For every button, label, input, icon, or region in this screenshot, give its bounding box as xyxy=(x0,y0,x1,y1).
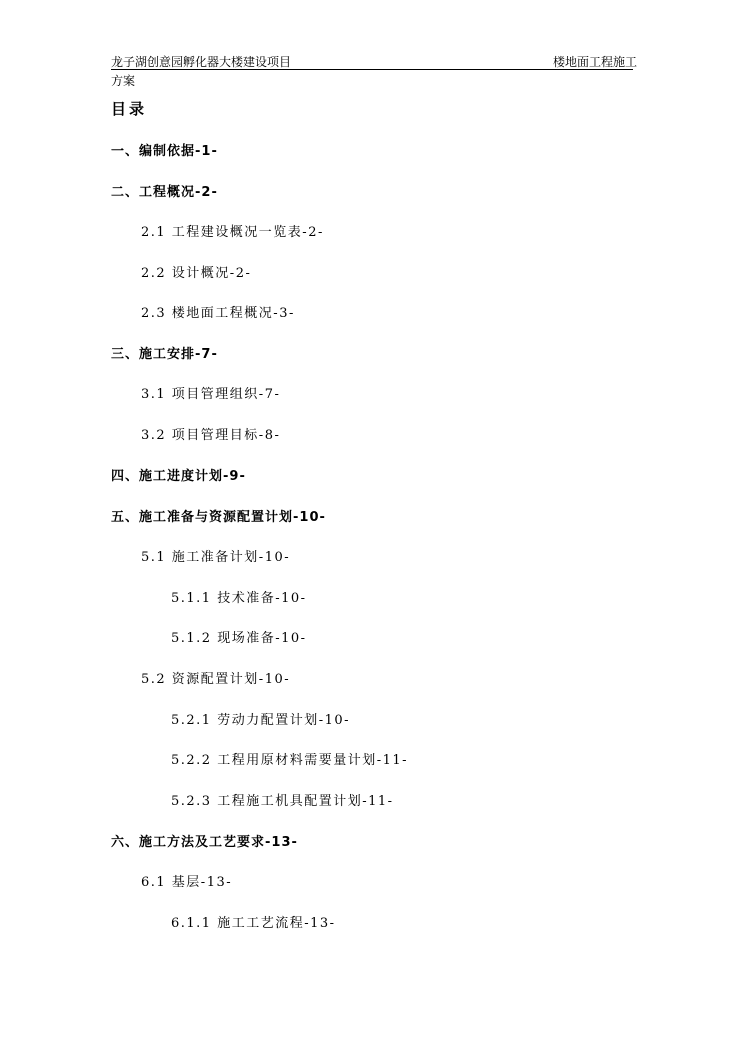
toc-entry-2-3[interactable]: 2.3 楼地面工程概况-3- xyxy=(141,306,295,321)
toc-entry-3-2[interactable]: 3.2 项目管理目标-8- xyxy=(141,428,281,443)
toc-entry-4[interactable]: 四、施工进度计划-9- xyxy=(111,469,246,484)
page-header-right: 楼地面工程施工 xyxy=(553,55,638,69)
toc-entry-3[interactable]: 三、施工安排-7- xyxy=(111,347,218,362)
header-rule xyxy=(111,69,633,70)
toc-entry-5[interactable]: 五、施工准备与资源配置计划-10- xyxy=(111,510,326,525)
toc-entry-2-1[interactable]: 2.1 工程建设概况一览表-2- xyxy=(141,225,324,240)
toc-title: 目录 xyxy=(111,100,148,118)
toc-entry-5-1-2[interactable]: 5.1.2 现场准备-10- xyxy=(171,631,307,646)
toc-entry-5-2-2[interactable]: 5.2.2 工程用原材料需要量计划-11- xyxy=(171,753,409,768)
toc-entry-3-1[interactable]: 3.1 项目管理组织-7- xyxy=(141,387,281,402)
toc-entry-5-2-3[interactable]: 5.2.3 工程施工机具配置计划-11- xyxy=(171,794,394,809)
toc-entry-6[interactable]: 六、施工方法及工艺要求-13- xyxy=(111,835,298,850)
toc-entry-2[interactable]: 二、工程概况-2- xyxy=(111,185,218,200)
toc-entry-1[interactable]: 一、编制依据-1- xyxy=(111,144,218,159)
toc-entry-6-1-1[interactable]: 6.1.1 施工工艺流程-13- xyxy=(171,916,336,931)
toc-entry-5-2[interactable]: 5.2 资源配置计划-10- xyxy=(141,672,291,687)
toc-entry-2-2[interactable]: 2.2 设计概况-2- xyxy=(141,266,252,281)
page-header-left: 龙子湖创意园孵化器大楼建设项目 xyxy=(111,55,292,69)
toc-entry-5-2-1[interactable]: 5.2.1 劳动力配置计划-10- xyxy=(171,713,351,728)
toc-entry-5-1-1[interactable]: 5.1.1 技术准备-10- xyxy=(171,591,307,606)
page-header-continuation: 方案 xyxy=(111,74,136,88)
toc-entry-6-1[interactable]: 6.1 基层-13- xyxy=(141,875,233,890)
toc-entry-5-1[interactable]: 5.1 施工准备计划-10- xyxy=(141,550,291,565)
